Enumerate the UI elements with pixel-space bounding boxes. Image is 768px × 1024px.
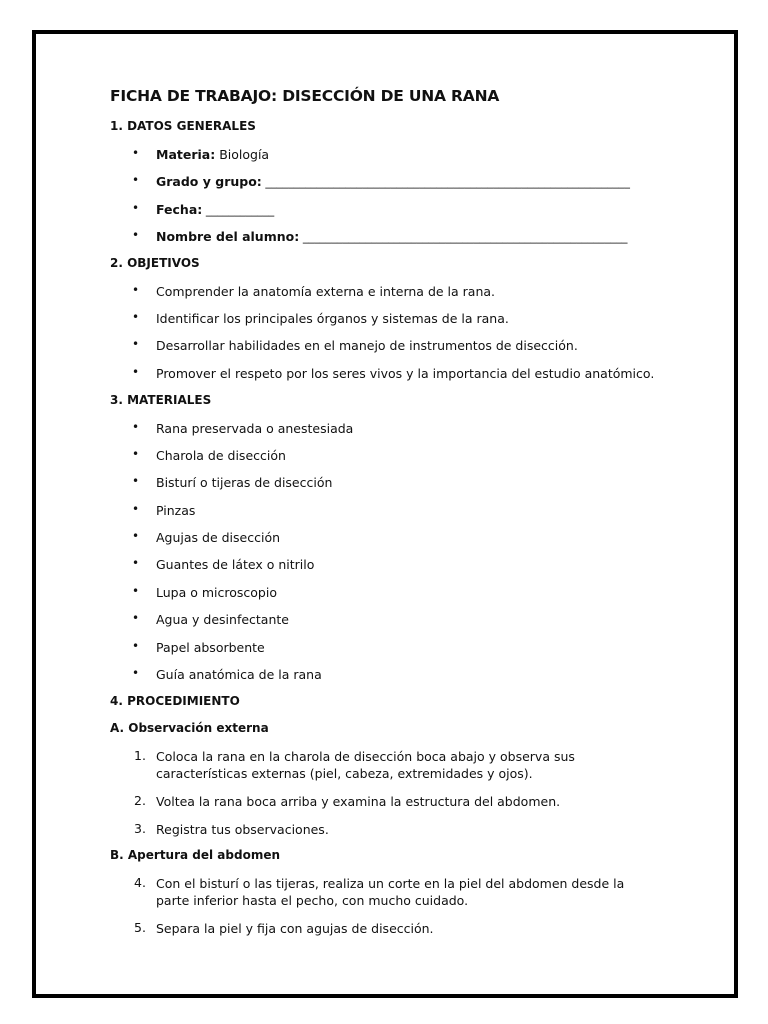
bullet: • (132, 365, 140, 379)
bullet: • (132, 529, 140, 543)
section-heading-objetivos: 2. OBJETIVOS (110, 256, 200, 270)
grado-blank: ________________________________________________________________ (261, 175, 630, 189)
grado-label: Grado y grupo: (156, 174, 262, 189)
bullet: • (132, 639, 140, 653)
objetivo-text: Desarrollar habilidades en el manejo de instrumentos de disección. (156, 338, 578, 353)
step-number: 2. (134, 793, 146, 808)
material-text: Rana preservada o anestesiada (156, 421, 354, 436)
bullet: • (132, 556, 140, 570)
fecha-blank: ____________ (202, 203, 275, 217)
section-heading-materiales: 3. MATERIALES (110, 393, 212, 407)
step-number: 3. (134, 821, 146, 836)
bullet: • (132, 502, 140, 516)
bullet: • (132, 228, 140, 242)
bullet: • (132, 173, 140, 187)
fecha-label: Fecha: (156, 202, 203, 217)
material-text: Charola de disección (156, 448, 286, 463)
subsection-heading-a: A. Observación externa (110, 721, 269, 735)
step-number: 5. (134, 920, 146, 935)
material-text: Agujas de disección (156, 530, 281, 545)
section-heading-datos: 1. DATOS GENERALES (110, 119, 256, 133)
material-text: Papel absorbente (156, 640, 265, 655)
objetivo-text: Identificar los principales órganos y sistemas de la rana. (156, 311, 509, 326)
objetivo-text: Comprender la anatomía externa e interna de la rana. (156, 284, 496, 299)
bullet: • (132, 447, 140, 461)
bullet: • (132, 474, 140, 488)
bullet: • (132, 283, 140, 297)
bullet: • (132, 584, 140, 598)
section-heading-procedimiento: 4. PROCEDIMIENTO (110, 694, 240, 708)
step-number: 1. (134, 748, 146, 763)
bullet: • (132, 420, 140, 434)
material-text: Bisturí o tijeras de disección (156, 475, 333, 490)
objetivo-text: Promover el respeto por los seres vivos y la importancia del estudio anatómico. (156, 366, 655, 381)
step-text: Voltea la rana boca arriba y examina la estructura del abdomen. (156, 794, 561, 809)
material-text: Guantes de látex o nitrilo (156, 557, 315, 572)
step-number: 4. (134, 875, 146, 890)
materia-value: Biología (215, 147, 270, 162)
material-text: Pinzas (156, 503, 196, 518)
page-title: FICHA DE TRABAJO: DISECCIÓN DE UNA RANA (110, 87, 500, 105)
nombre-label: Nombre del alumno: (156, 229, 300, 244)
nombre-blank: _________________________________________________________ (299, 230, 628, 244)
materia-label: Materia: (156, 147, 216, 162)
subsection-heading-b: B. Apertura del abdomen (110, 848, 281, 862)
material-text: Agua y desinfectante (156, 612, 289, 627)
bullet: • (132, 337, 140, 351)
bullet: • (132, 201, 140, 215)
bullet: • (132, 146, 140, 160)
bullet: • (132, 611, 140, 625)
step-text: Separa la piel y fija con agujas de disección. (156, 921, 434, 936)
step-text: Registra tus observaciones. (156, 822, 329, 837)
bullet: • (132, 666, 140, 680)
bullet: • (132, 310, 140, 324)
material-text: Guía anatómica de la rana (156, 667, 322, 682)
material-text: Lupa o microscopio (156, 585, 277, 600)
step-text: Con el bisturí o las tijeras, realiza un corte en la piel del abdomen desde la parte inferior hasta el pecho, con mucho cuidado. (156, 876, 625, 908)
step-text: Coloca la rana en la charola de disección boca abajo y observa sus características externas (piel, cabeza, extremidades y ojos). (156, 749, 575, 781)
